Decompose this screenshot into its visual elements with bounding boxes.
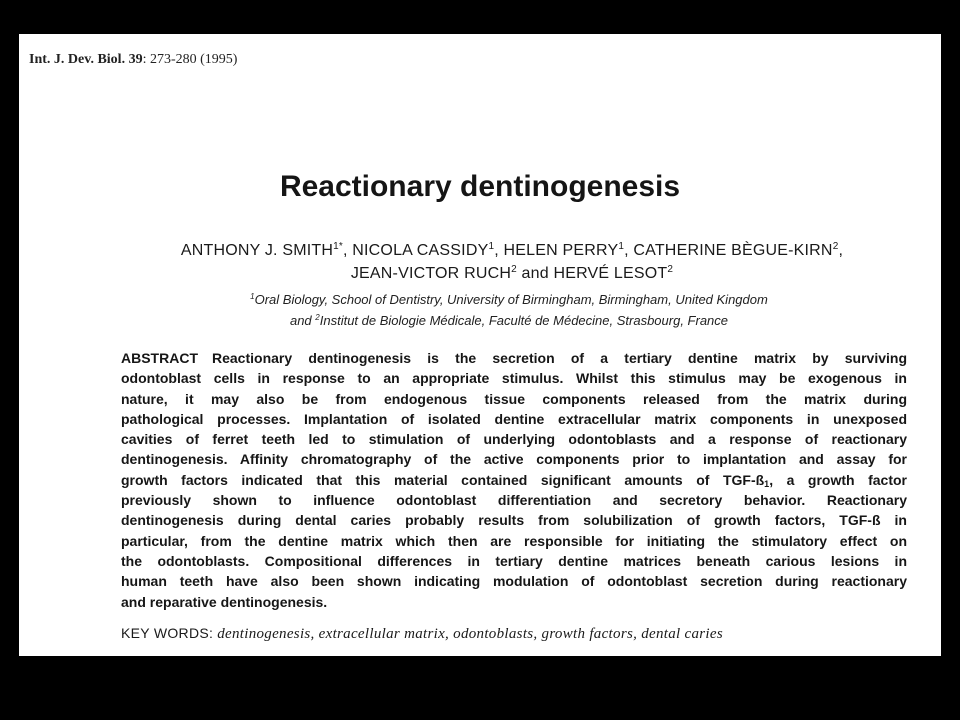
abstract-line: and reparative dentinogenesis. (121, 593, 328, 610)
author-name: , CATHERINE BÈGUE-KIRN (624, 242, 833, 259)
author-affil-mark: 1 (488, 241, 495, 252)
abstract-line: human teeth have also been shown indicating modulation of odontoblast secretion during reactionary (121, 573, 907, 590)
abstract-line (121, 348, 907, 368)
journal-name: Int. J. Dev. Biol. (29, 52, 126, 67)
keywords (121, 625, 723, 643)
affil-mark: 2 (315, 313, 320, 322)
abstract-line: pathological processes. Implantation of isolated dentine extracellular matrix components in unexposed (121, 410, 907, 427)
keywords-list: dentinogenesis, extracellular matrix, odontoblasts, growth factors, dental caries (217, 626, 723, 642)
abstract-text: Reactionary dentinogenesis is the secretion of a tertiary dentine matrix by surviving (212, 350, 907, 366)
author-affil-mark: 2 (832, 241, 839, 252)
author-affil-mark: 2 (511, 264, 517, 275)
author-list (117, 239, 907, 285)
keywords-label: KEY WORDS: (121, 625, 214, 641)
author-affil-mark: 1* (333, 241, 343, 252)
author-affil-mark: 1 (618, 241, 625, 252)
abstract-label: ABSTRACT (121, 350, 198, 366)
paper-page (19, 34, 941, 656)
abstract-line: dentinogenesis. Affinity chromatography of the active components prior to implantation and assay for (121, 451, 907, 468)
subscript: 1 (764, 478, 770, 489)
abstract (121, 348, 907, 612)
paper-title: Reactionary dentinogenesis (279, 170, 681, 203)
abstract-line: previously shown to influence odontoblast differentiation and secretory behavior. Reactionary (121, 492, 907, 509)
author-name: , NICOLA CASSIDY (342, 242, 489, 259)
abstract-line (121, 470, 907, 490)
abstract-text: , a growth factor (769, 471, 907, 488)
affiliation-1: Oral Biology, School of Dentistry, University of Birmingham, Birmingham, United Kingdom (254, 292, 768, 307)
author-name: JEAN-VICTOR RUCH (350, 265, 512, 282)
author-name: , HELEN PERRY (494, 242, 619, 259)
author-name: and HERVÉ LESOT (516, 265, 668, 282)
author-separator: , (838, 242, 844, 259)
affil-mark: 1 (250, 292, 255, 301)
abstract-line: dentinogenesis during dental caries probably results from solubilization of growth factors, TGF-ß in (121, 512, 907, 529)
author-affil-mark: 2 (667, 264, 674, 275)
affiliation-prefix: and (289, 313, 316, 328)
affiliation-2: Institut de Biologie Médicale, Faculté de Médecine, Strasbourg, France (319, 313, 729, 328)
abstract-line: the odontoblasts. Compositional differences in tertiary dentine matrices beneath carious lesions in (121, 552, 907, 569)
abstract-line: nature, it may also be from endogenous tissue components released from the matrix during (121, 390, 907, 407)
author-name: ANTHONY J. SMITH (180, 242, 334, 259)
journal-pages: : 273-280 (1995) (142, 52, 238, 67)
journal-volume: 39 (128, 52, 143, 67)
abstract-line: particular, from the dentine matrix which then are responsible for initiating the stimulatory effect on (121, 532, 907, 549)
journal-citation (29, 52, 237, 68)
abstract-text: growth factors indicated that this material contained significant amounts of TGF-ß (121, 471, 765, 488)
abstract-line: cavities of ferret teeth led to stimulation of underlying odontoblasts and a response of reactionary (121, 431, 907, 448)
abstract-line: odontoblast cells in response to an appropriate stimulus. Whilst this stimulus may be exogenous in (121, 370, 907, 387)
affiliations (159, 289, 859, 331)
